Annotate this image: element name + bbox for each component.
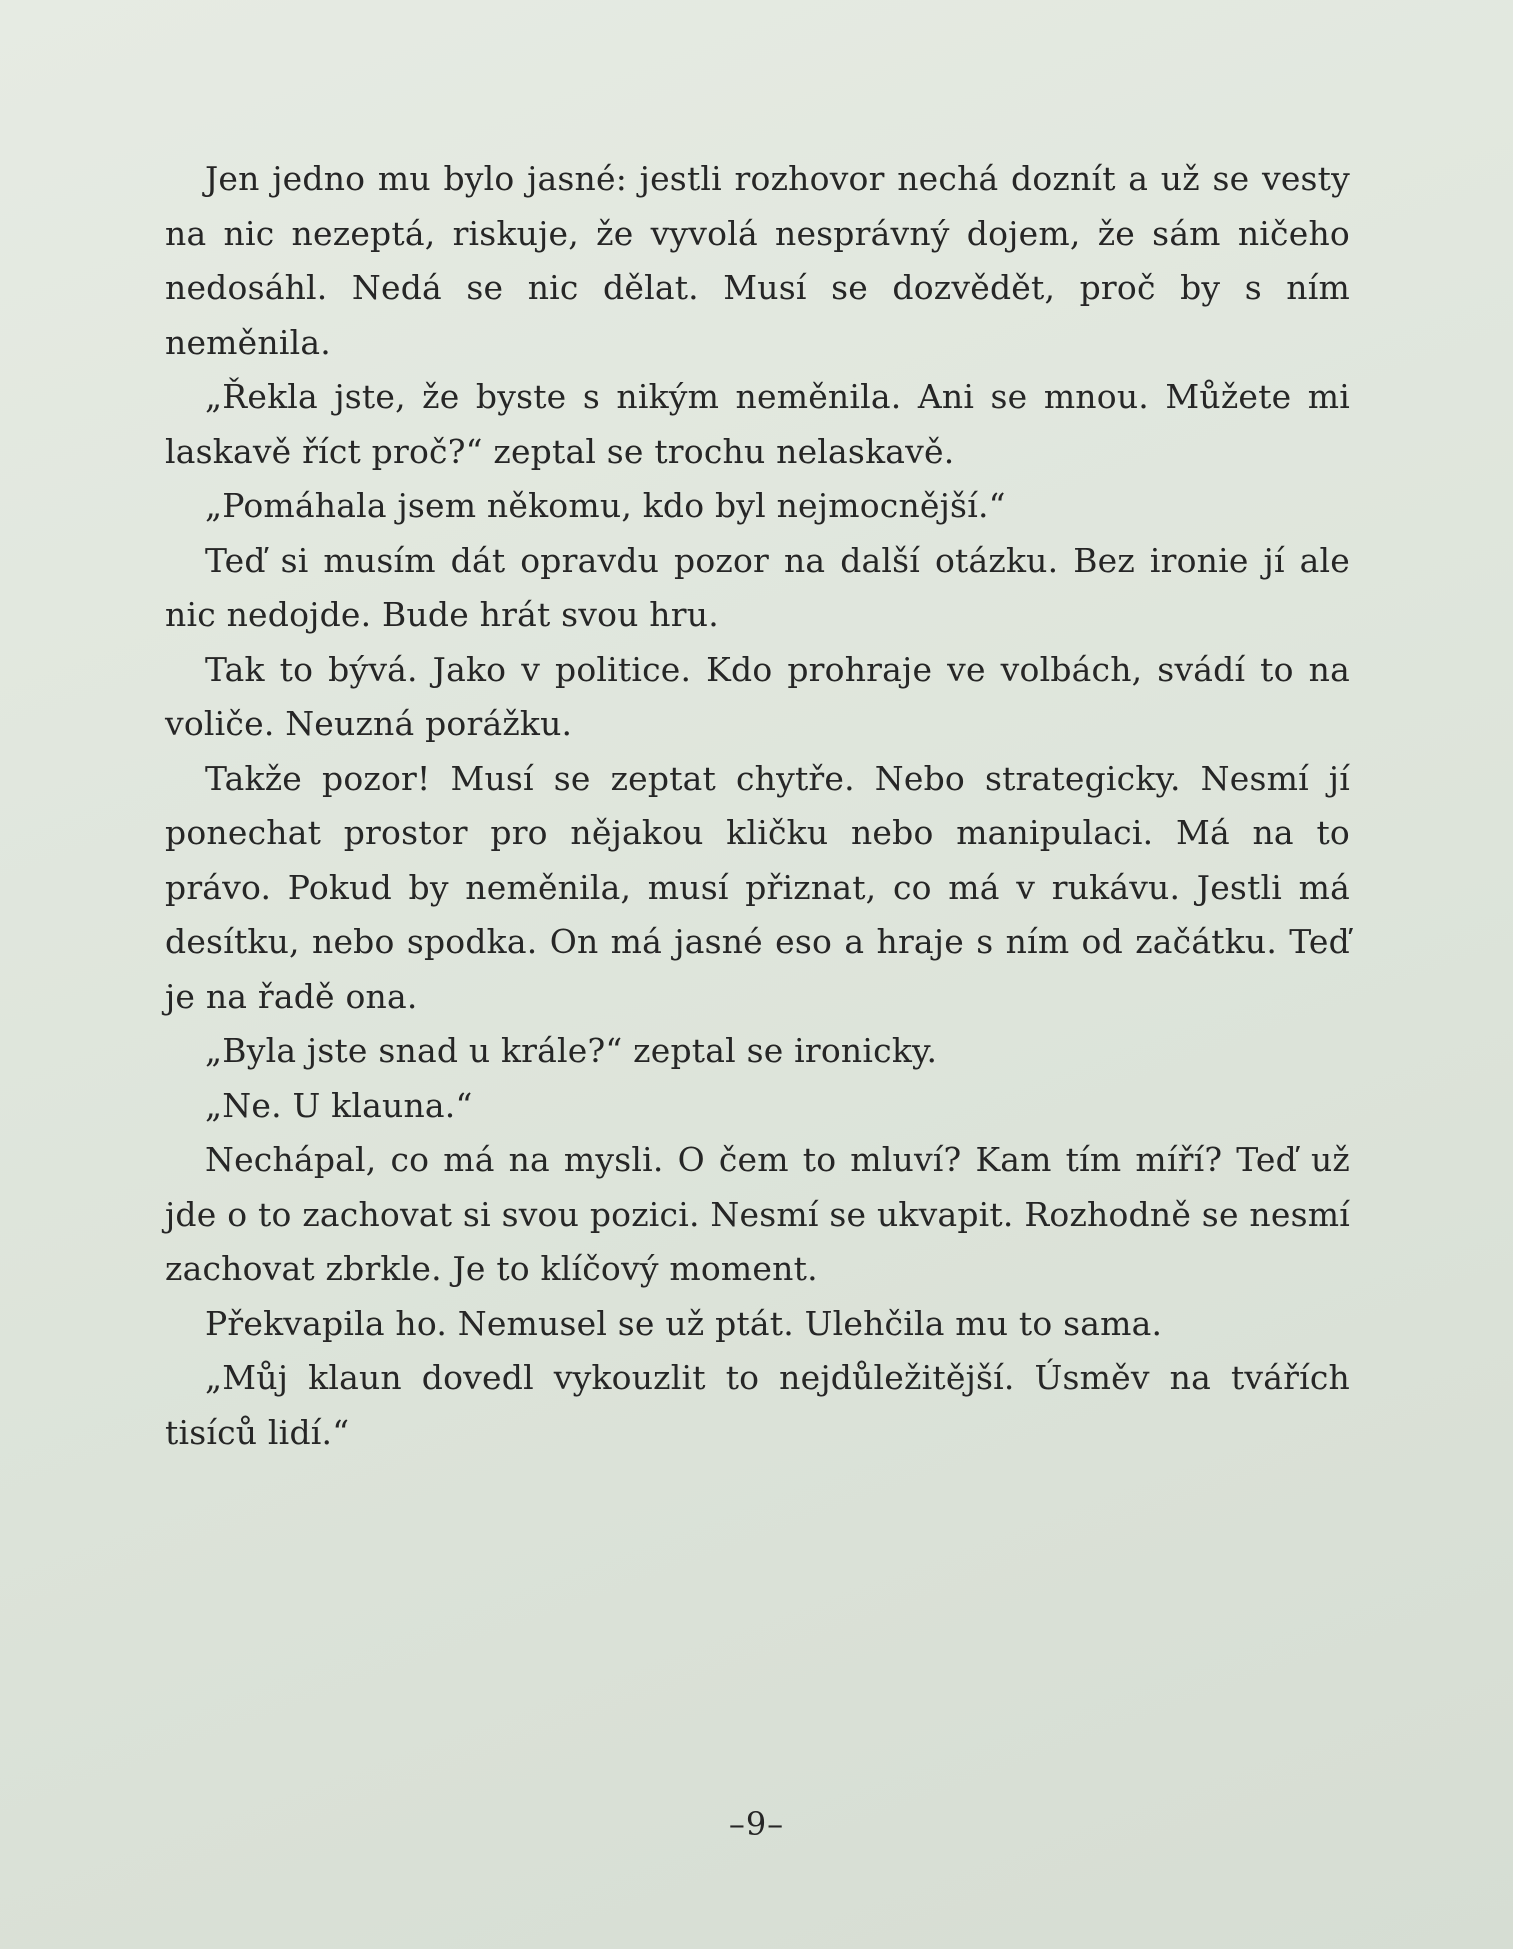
paragraph: Nechápal, co má na mysli. O čem to mluví? Kam tím míří? Teď už jde o to zachovat si svou pozici. Nesmí se ukvapit. Rozhodně se nesmí zachovat zbrkle. Je to klíčový moment. <box>165 1140 1350 1288</box>
paragraph: „Ne. U klauna.“ <box>205 1085 473 1125</box>
body-text <box>165 152 1350 1460</box>
paragraph: „Byla jste snad u krále?“ zeptal se ironicky. <box>205 1031 938 1070</box>
page-number: –9– <box>728 1805 785 1843</box>
paragraph: Takže pozor! Musí se zeptat chytře. Nebo strategicky. Nesmí jí ponechat prostor pro nějakou kličku nebo manipulaci. Má na to právo. Pokud by neměnila, musí přiznat, co má v rukávu. Jestli má desítku, nebo spodka. On má jasné eso a hraje s ním od začátku. Teď je na řadě ona. <box>165 758 1350 1016</box>
paragraph: „Řekla jste, že byste s nikým neměnila. Ani se mnou. Můžete mi laskavě říct proč?“ zeptal se trochu nelaskavě. <box>165 377 1350 471</box>
paragraph: Překvapila ho. Nemusel se už ptát. Ulehčila mu to sama. <box>205 1303 1163 1343</box>
paragraph: Teď si musím dát opravdu pozor na další otázku. Bez ironie jí ale nic nedojde. Bude hrát svou hru. <box>165 540 1350 634</box>
paragraph: Jen jedno mu bylo jasné: jestli rozhovor nechá doznít a už se vesty na nic nezeptá, riskuje, že vyvolá nesprávný dojem, že sám ničeho nedosáhl. Nedá se nic dělat. Musí se dozvědět, proč by s ním neměnila. <box>165 159 1350 362</box>
paragraph: Tak to bývá. Jako v politice. Kdo prohraje ve volbách, svádí to na voliče. Neuzná porážku. <box>165 649 1350 743</box>
paragraph: „Pomáhala jsem někomu, kdo byl nejmocnější.“ <box>205 486 1006 525</box>
paragraph: „Můj klaun dovedl vykouzlit to nejdůležitější. Úsměv na tvářích tisíců lidí.“ <box>165 1358 1350 1452</box>
